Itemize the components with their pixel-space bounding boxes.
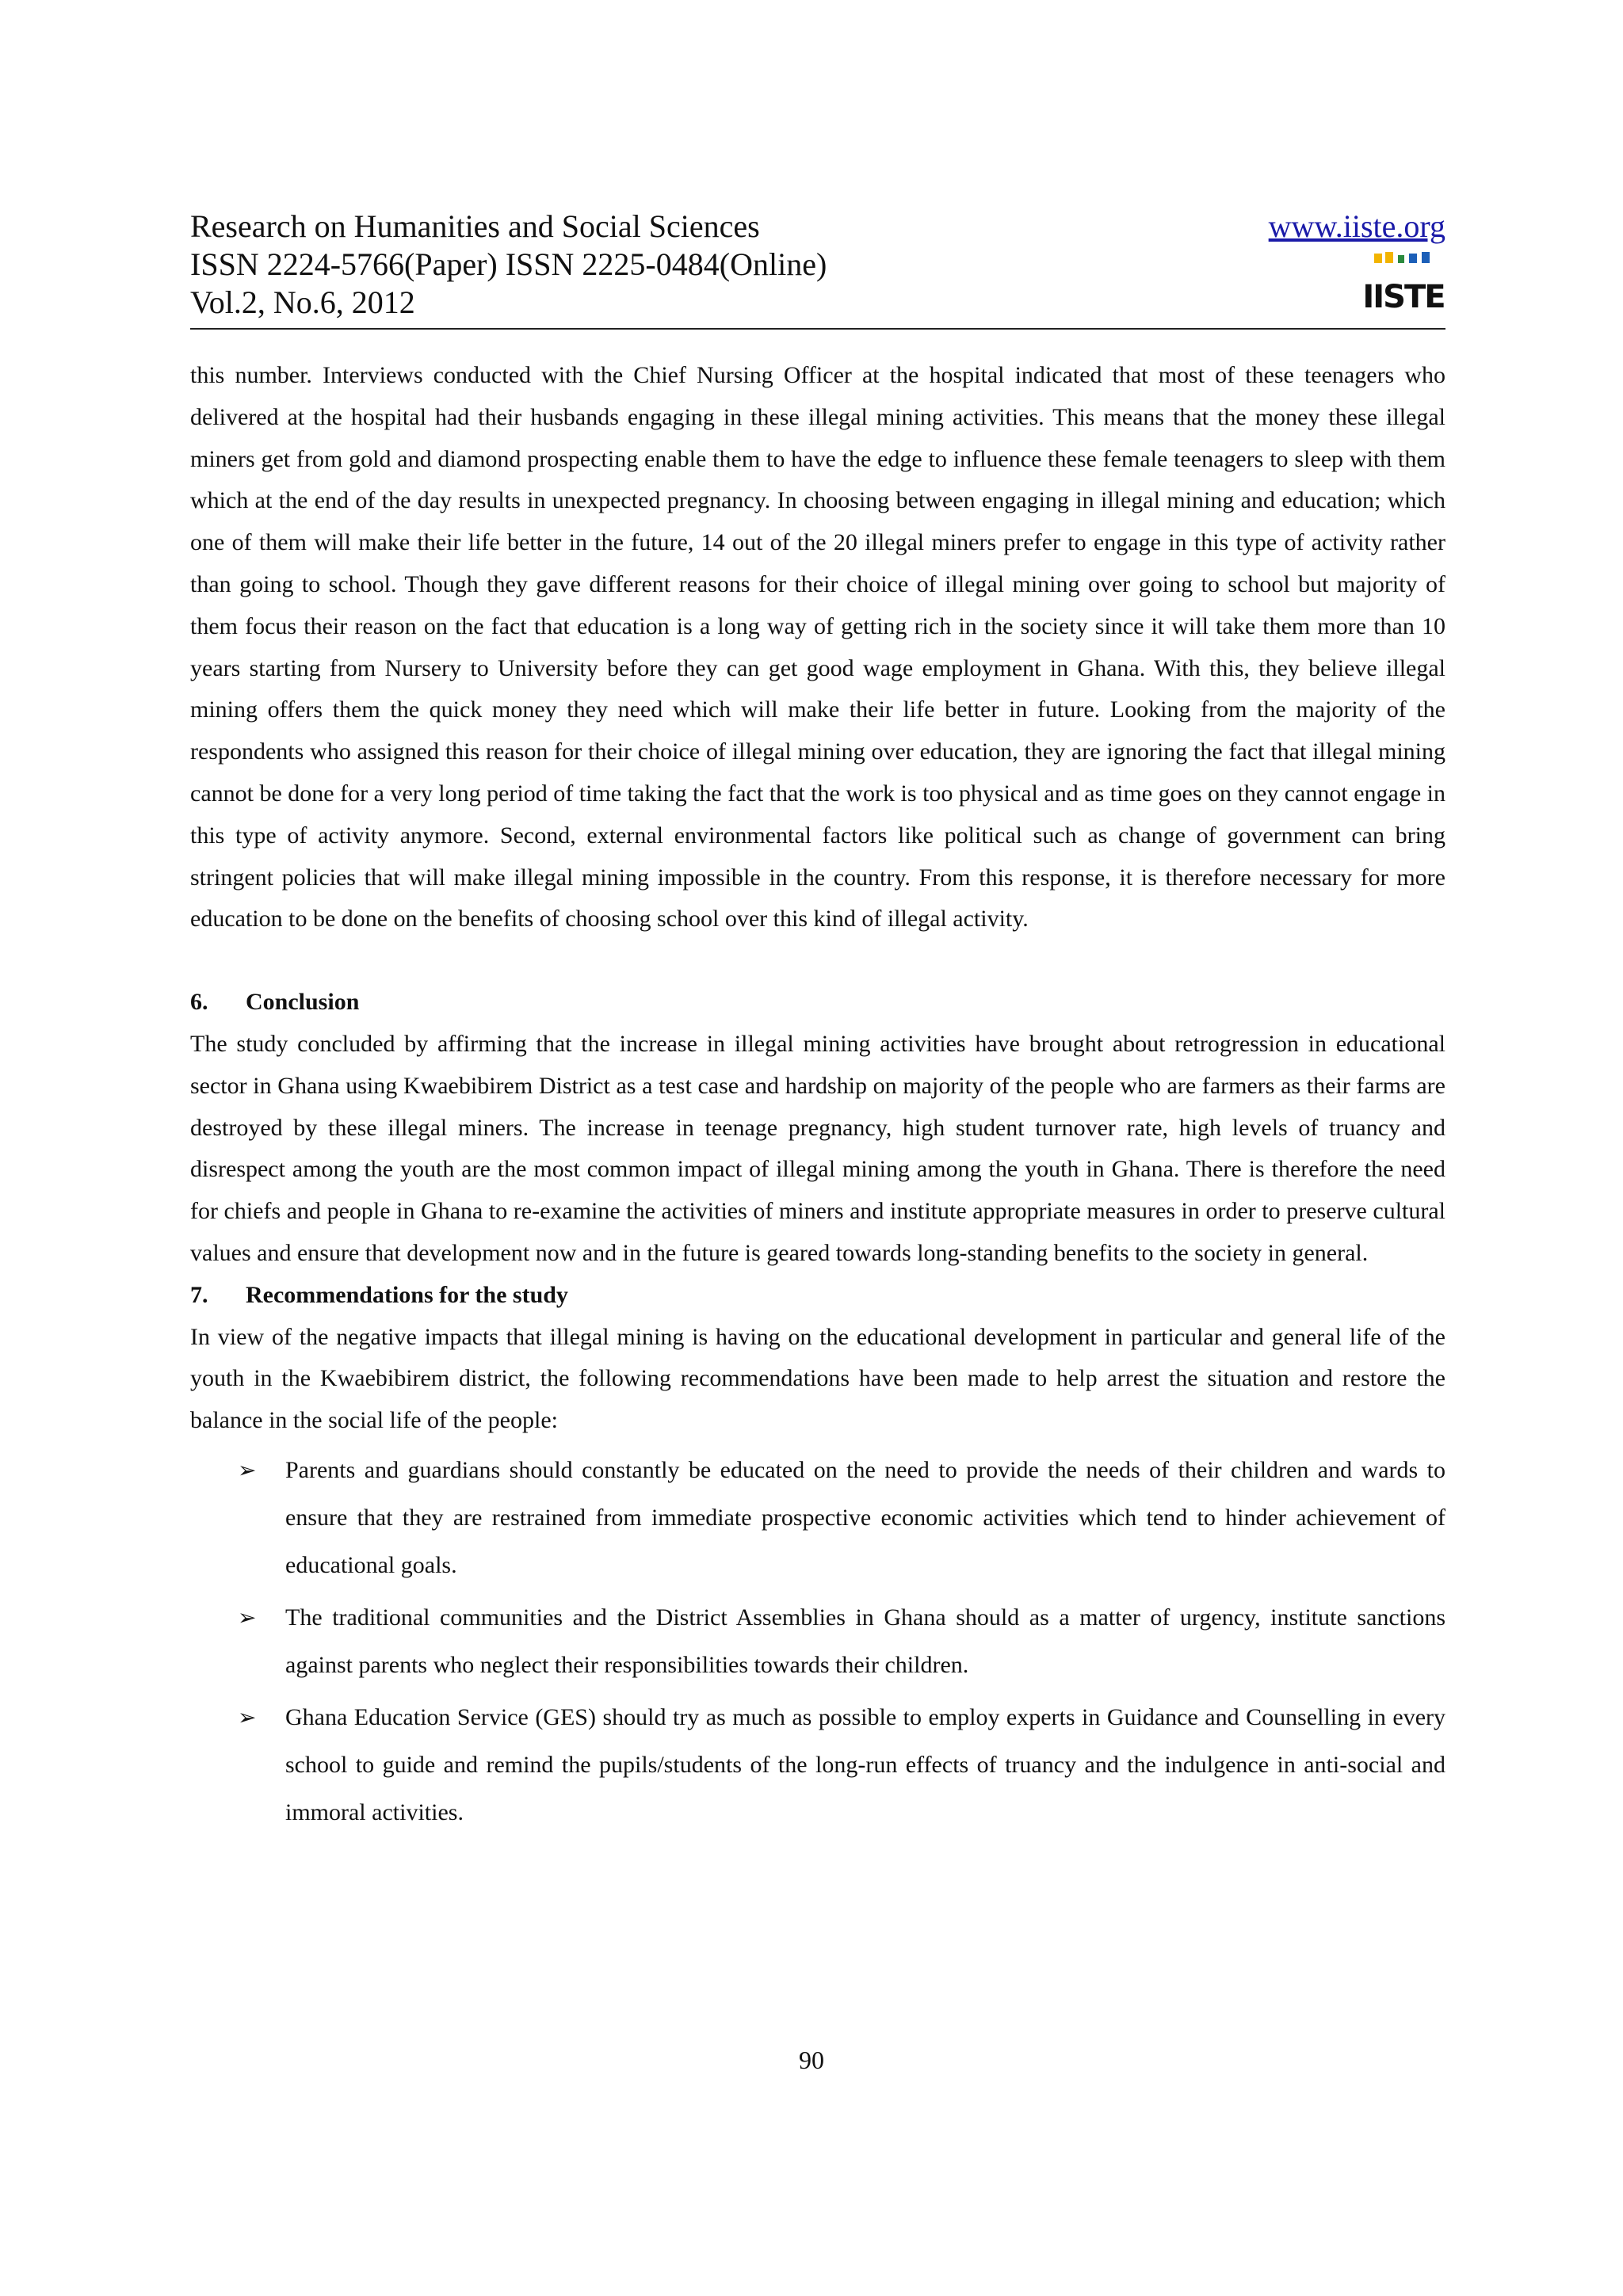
recommendations-intro: In view of the negative impacts that illegal mining is having on the educational development in particular and general life of the youth in the Kwaebibirem district, the following recommendations have been made to help arrest the situation and restore the balance in the social life of the people:: [190, 1323, 1445, 1434]
arrow-bullet-icon: ➢: [238, 1456, 257, 1483]
list-item-text: Ghana Education Service (GES) should try as much as possible to employ experts in Guidance and Counselling in every school to guide and remind the pupils/students of the long-run effects of truancy and the indulgence in anti-social and immoral activities.: [285, 1703, 1445, 1825]
conclusion-paragraph: The study concluded by affirming that the increase in illegal mining activities have brought about retrogression in educational sector in Ghana using Kwaebibirem District as a test case and hardship on majority of the people who are farmers as their farms are destroyed by these illegal miners. The increase in teenage pregnancy, high student turnover rate, high levels of truancy and disrespect among the youth are the most common impact of illegal mining among the youth in Ghana. There is therefore the need for chiefs and people in Ghana to re-examine the activities of miners and institute appropriate measures in order to preserve cultural values and ensure that development now and in the future is geared towards long-standing benefits to the society in general.: [190, 1030, 1445, 1266]
page-number: 90: [799, 2046, 824, 2074]
list-item-text: The traditional communities and the District Assemblies in Ghana should as a matter of urgency, institute sanctions against parents who neglect their responsibilities towards their children.: [285, 1604, 1445, 1678]
volume-line: Vol.2, No.6, 2012: [190, 284, 415, 320]
iiste-logo-icon: [1362, 247, 1445, 315]
list-item: [190, 1594, 1445, 1689]
recommendations-list: [190, 1447, 1445, 1836]
section-heading-recommendations: [190, 1275, 1445, 1317]
issn-line: ISSN 2224-5766(Paper) ISSN 2225-0484(Online): [190, 246, 827, 282]
journal-website-link[interactable]: www.iiste.org: [1268, 208, 1445, 244]
running-header: [190, 208, 1445, 322]
journal-title: Research on Humanities and Social Sciences: [190, 208, 760, 244]
arrow-bullet-icon: ➢: [238, 1604, 257, 1630]
section-heading-conclusion: [190, 982, 1445, 1024]
section-number: 6.: [190, 989, 208, 1016]
section-number: 7.: [190, 1281, 208, 1308]
list-item: [190, 1694, 1445, 1836]
section-title: Conclusion: [246, 989, 360, 1016]
logo-wordmark: IISTE: [1362, 279, 1445, 315]
header-rule: [190, 328, 1445, 330]
page-body: [190, 355, 1445, 1836]
list-item: [190, 1447, 1445, 1589]
arrow-bullet-icon: ➢: [238, 1703, 257, 1730]
list-item-text: Parents and guardians should constantly be educated on the need to provide the needs of their children and wards to ensure that they are restrained from immediate prospective economic activities which tend to hinder achievement of educational goals.: [285, 1456, 1445, 1578]
body-paragraph: this number. Interviews conducted with the Chief Nursing Officer at the hospital indicated that most of these teenagers who delivered at the hospital had their husbands engaging in these illegal mining activities. This means that the money these illegal miners get from gold and diamond prospecting enable them to have the edge to influence these female teenagers to sleep with them which at the end of the day results in unexpected pregnancy. In choosing between engaging in illegal mining and education; which one of them will make their life better in the future, 14 out of the 20 illegal miners prefer to engage in this type of activity rather than going to school. Though they gave different reasons for their choice of illegal mining over going to school but majority of them focus their reason on the fact that education is a long way of getting rich in the society since it will take them more than 10 years starting from Nursery to University before they can get good wage employment in Ghana. With this, they believe illegal mining offers them the quick money they need which will make their life better in future. Looking from the majority of the respondents who assigned this reason for their choice of illegal mining over education, they are ignoring the fact that illegal mining cannot be done for a very long period of time taking the fact that the work is too physical and as time goes on they cannot engage in this type of activity anymore. Second, external environmental factors like political such as change of government can bring stringent policies that will make illegal mining impossible in the country. From this response, it is therefore necessary for more education to be done on the benefits of choosing school over this kind of illegal activity.: [190, 362, 1445, 933]
section-title: Recommendations for the study: [246, 1281, 568, 1308]
